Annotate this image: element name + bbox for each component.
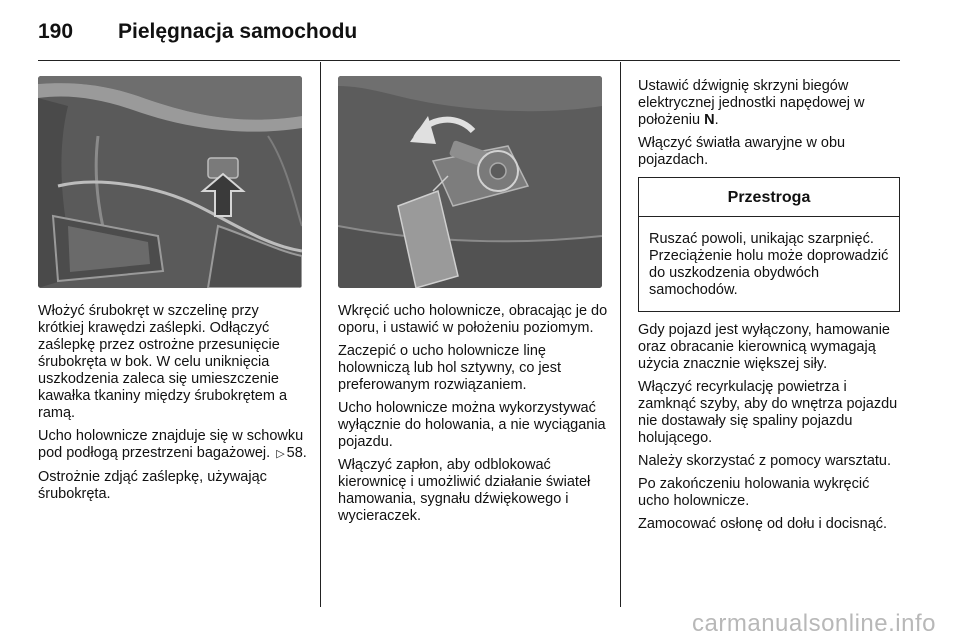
text-column-1 [38, 303, 308, 509]
instruction-paragraph: Zamocować osłonę od dołu i docisnąć. [638, 516, 888, 532]
page-reference-link[interactable]: 58. [286, 445, 307, 461]
caution-heading: Przestroga [639, 178, 899, 217]
page-reference-arrow-icon: ▷ [276, 448, 285, 460]
caution-box [638, 177, 900, 312]
column-divider [320, 62, 321, 607]
instruction-paragraph: Ucho holownicze można wykorzystywać wyłącznie do holowania, a nie wyciągania pojazdu. [338, 400, 606, 450]
towing-eye-illustration [338, 76, 602, 288]
bumper-illustration-svg [38, 76, 302, 288]
instruction-paragraph: Zaczepić o ucho holownicze linę holowniczą lub hol sztywny, co jest preferowanym rozwiązaniem. [338, 343, 561, 393]
instruction-paragraph: Włączyć światła awaryjne w obu pojazdach. [638, 135, 846, 168]
instruction-paragraph: Ostrożnie zdjąć zaślepkę, używając śrubokręta. [38, 469, 267, 502]
paragraph-text: Ucho holownicze znajduje się w schowku pod podłogą przestrzeni bagażowej. [38, 428, 304, 461]
instruction-paragraph: Należy skorzystać z pomocy warsztatu. [638, 453, 892, 469]
instruction-paragraph: Po zakończeniu holowania wykręcić ucho holownicze. [638, 476, 870, 509]
instruction-paragraph: Włożyć śrubokręt w szczelinę przy krótkiej krawędzi zaślepki. Odłączyć zaślepkę przez ostrożne przesunięcie śrubokręta w bok. W celu uniknięcia uszkodzenia zaleca się umieszczenie kawałka tkaniny między śrubokrętem a ramą. [38, 303, 288, 421]
instruction-paragraph: Gdy pojazd jest wyłączony, hamowanie oraz obracanie kierownicą wymagają użycia znacznie większej siły. [638, 322, 890, 372]
text-column-2 [338, 303, 608, 531]
towing-eye-svg [338, 76, 602, 288]
header-rule [38, 60, 900, 61]
paragraph-text: . [714, 112, 719, 128]
column-divider [620, 62, 621, 607]
watermark: carmanualsonline.info [692, 610, 936, 637]
paragraph-text: Ustawić dźwignię skrzyni biegów elektrycznej jednostki napędowej w położeniu [638, 78, 865, 128]
page-header [38, 14, 357, 50]
instruction-paragraph [638, 78, 902, 129]
caution-body: Ruszać powoli, unikając szarpnięć. Przeciążenie holu może doprowadzić do uszkodzenia obydwóch samochodów. [649, 231, 889, 298]
page-title: Pielęgnacja samochodu [118, 20, 358, 43]
instruction-paragraph: Włączyć recyrkulację powietrza i zamknąć szyby, aby do wnętrza pojazdu nie dostawały się spaliny pojazdu holującego. [638, 379, 898, 446]
instruction-paragraph: Wkręcić ucho holownicze, obracając je do oporu, i ustawić w położeniu poziomym. [338, 303, 608, 336]
text-column-3 [638, 78, 902, 539]
page-number: 190 [38, 20, 74, 43]
bumper-cover-illustration [38, 76, 302, 288]
instruction-paragraph [38, 428, 308, 463]
instruction-paragraph: Włączyć zapłon, aby odblokować kierownicę i umożliwić działanie świateł hamowania, sygnału dźwiękowego i wycieraczek. [338, 457, 591, 524]
gear-position-label: N [704, 112, 715, 128]
